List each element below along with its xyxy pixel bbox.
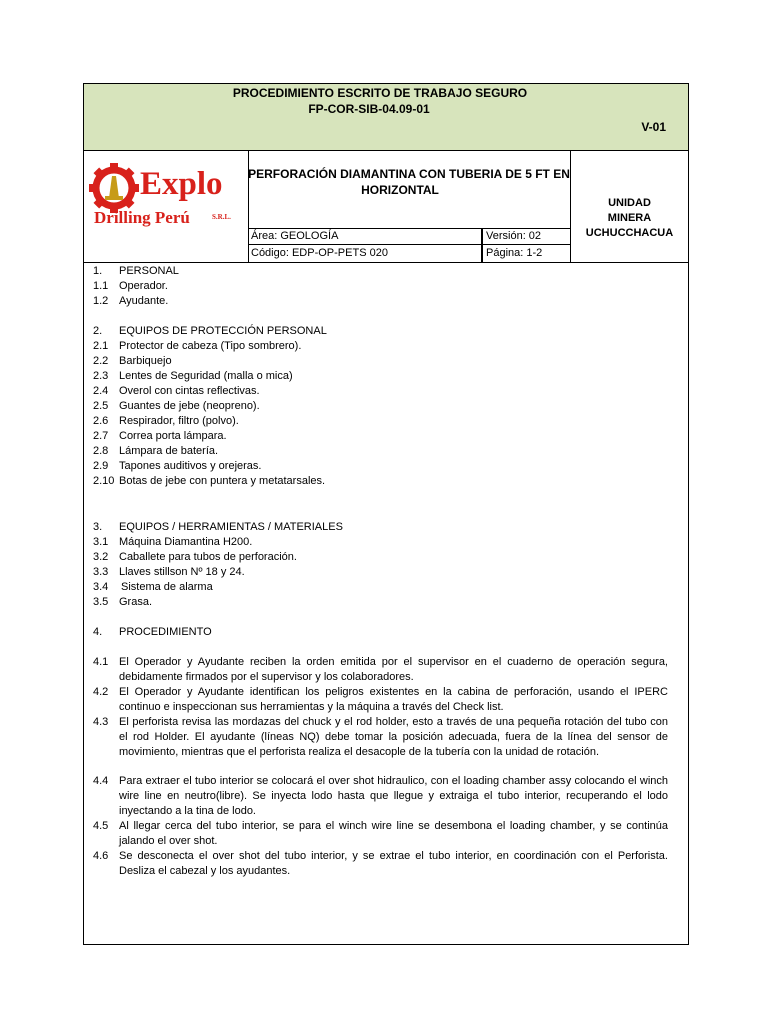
header-version: V-01 (641, 120, 666, 134)
area-cell: Área: GEOLOGÍA (248, 228, 482, 245)
codigo-cell: Código: EDP-OP-PETS 020 (248, 245, 482, 262)
company-logo (84, 150, 249, 262)
pagina-cell: Página: 1-2 (482, 245, 571, 262)
header-title: PROCEDIMIENTO ESCRITO DE TRABAJO SEGURO (232, 86, 528, 100)
logo-suffix: S.R.L. (212, 213, 231, 221)
header-info-block (84, 150, 688, 263)
unidad-line2: MINERA (607, 212, 652, 224)
unidad-line1: UNIDAD (608, 197, 651, 209)
version-cell: Versión: 02 (482, 228, 571, 245)
document-header (84, 84, 688, 151)
unidad-minera-cell (571, 150, 688, 262)
header-code: FP-COR-SIB-04.09-01 (308, 102, 430, 116)
procedure-title (248, 150, 571, 229)
document-frame: PROCEDIMIENTO ESCRITO DE TRABAJO SEGURO FP-COR-SIB-04.09-01 V-01 Explo Drilling Perú S.R.L. PERFORACIÓN DIAMANTINA CON TUBERIA DE 5 FT EN HORIZONTAL Área: GEOLOGÍA Versión: 02 Código: EDP-OP-PETS 020 Página: 1-2 UNIDAD MINERA UCHUCCHACUA 1. PERSONAL 1.1 Operador. 1.2 Ayudante. 2. EQUIPOS DE PROTECCIÓN PERSONAL 2.1 Protector de cabeza (Tipo sombrero). 2.2 Barbiquejo 2.3 Lentes de Seguridad (malla o mica) 2.4 Overol con cintas reflectivas. 2.5 Guantes de jebe (neopreno). 2.6 Respirador, filtro (polvo). 2.7 Correa porta lámpara. 2.8 Lámpara de batería. 2.9 Tapones auditivos y orejeras. 2.10 Botas de jebe con puntera y metatarsales. 3. EQUIPOS / HERRAMIENTAS / MATERIALES 3.1 Máquina Diamantina H200. 3.2 Caballete para tubos de perforación. 3.3 Llaves stillson Nº 18 y 24. 3.4 Sistema de alarma 3.5 Grasa. 4. PROCEDIMIENTO 4.1 El Operador y Ayudante reciben la orden emitida por el supervisor en el cuaderno de operación segura, debidamente firmados por el supervisor y los colaboradores. 4.2 El Operador y Ayudante identifican los peligros existentes en la cabina de perforación, usando el IPERC continuo e inspeccionan sus herramientas y la máquina a través del Check list. 4.3 El perforista revisa las mordazas del chuck y el rod holder, esto a través de una pequeña rotación del tubo con el rod Holder. El ayudante (líneas NQ) debe tomar la posición adecuada, fuera de la línea del sensor de movimiento, mientras que el perforista realiza el desacople de la tubería con la unidad de rotación. 4.4 Para extraer el tubo interior se colocará el over shot hidraulico, con el loading chamber assy colocando el winch wire line en neutro(libre). Se inyecta lodo hasta que llegue y extraiga el tubo interior, recuperando el lodo inyectando a la tina de lodo. 4.5 Al llegar cerca del tubo interior, se para el winch wire line se desembona el loading chamber, y se continúa jalando el over shot. 4.6 Se desconecta el over shot del tubo interior, y se extrae el tubo interior, en coordinación con el Perforista. Desliza el cabezal y los ayudantes. (83, 83, 689, 945)
unidad-line3: UCHUCCHACUA (585, 227, 674, 239)
logo-word-explo: Explo (140, 166, 223, 202)
procedure-title-line1: PERFORACIÓN DIAMANTINA CON TUBERIA DE 5 FT EN (248, 167, 570, 181)
procedure-title-line2: HORIZONTAL (361, 183, 439, 197)
logo-word-drilling: Drilling Perú (94, 208, 190, 227)
